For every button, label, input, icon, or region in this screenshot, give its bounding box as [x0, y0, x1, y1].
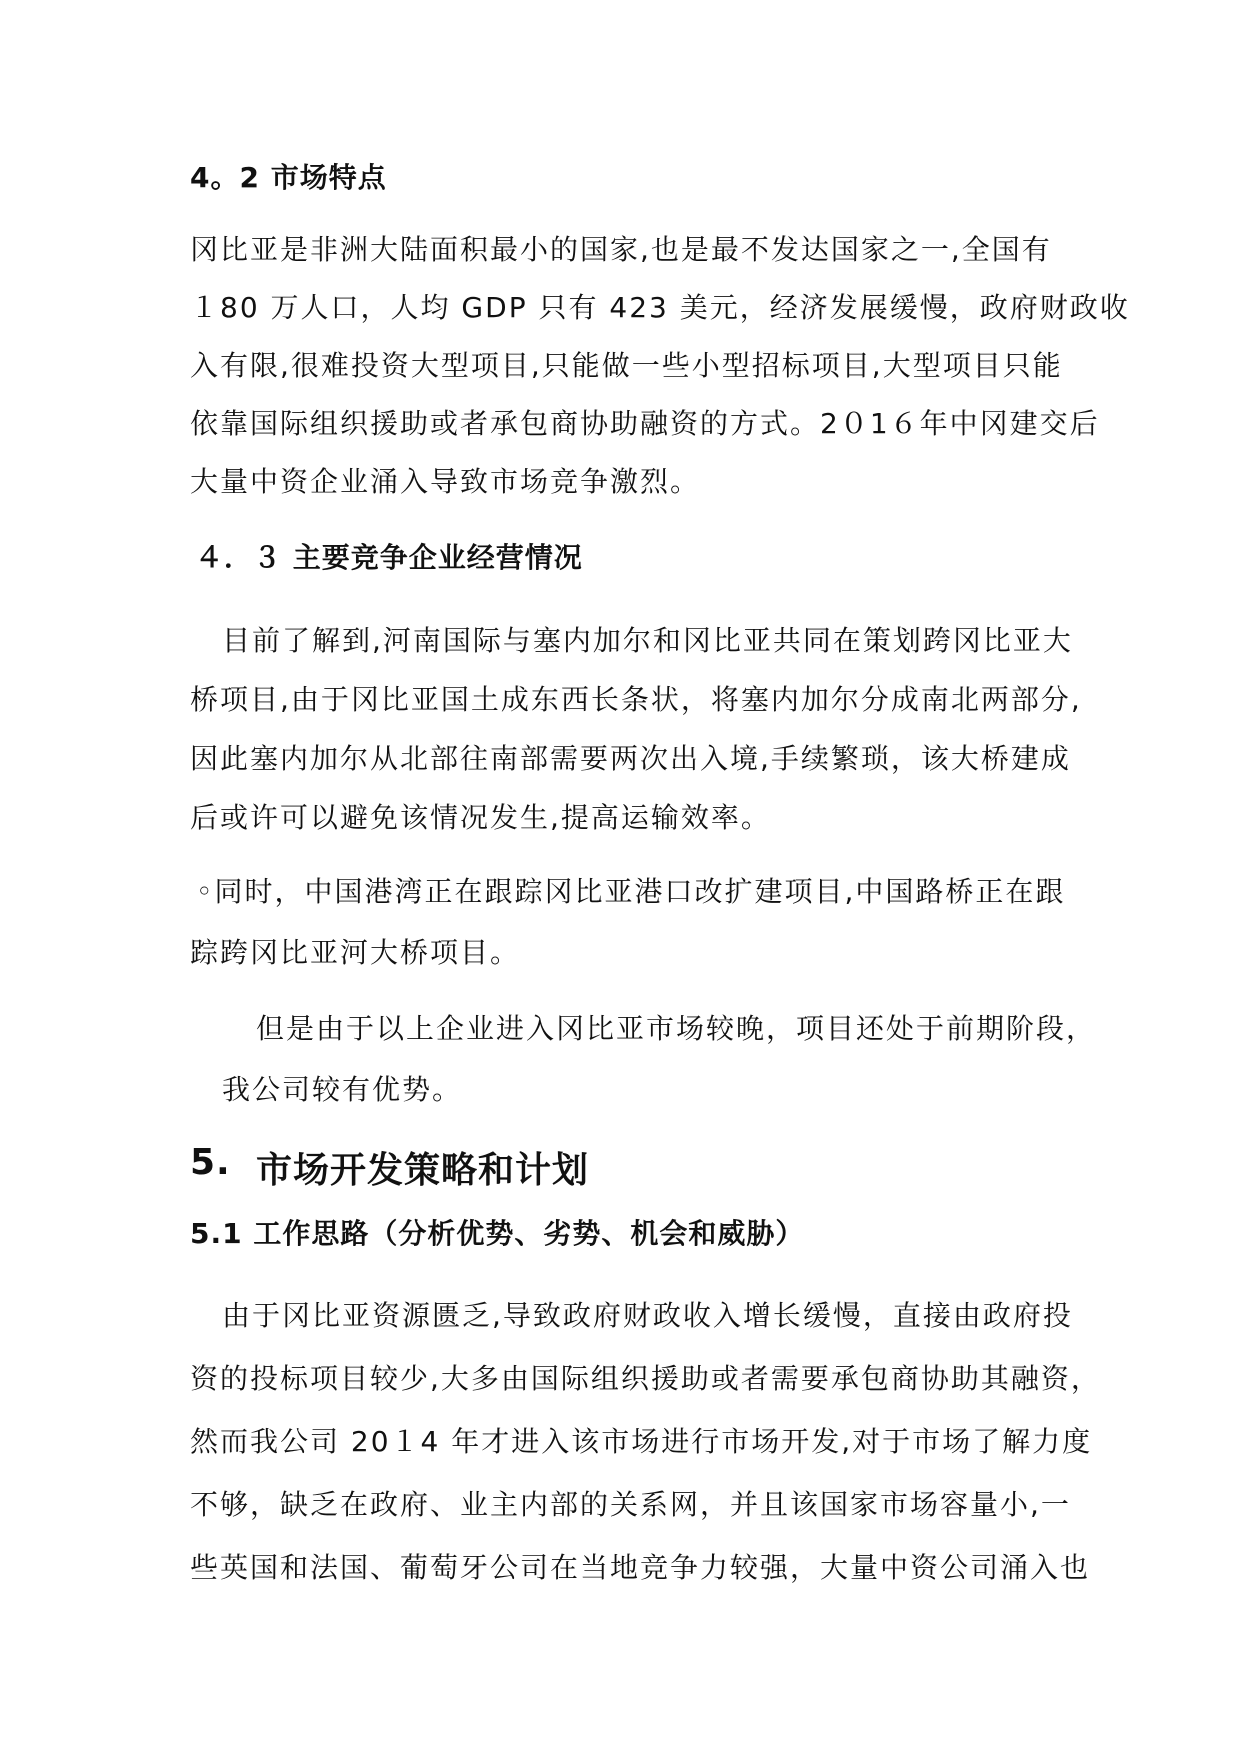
- paragraph-line: 因此塞内加尔从北部往南部需要两次出入境,手续繁琐，该大桥建成: [190, 742, 1071, 775]
- paragraph-line: 由于冈比亚资源匮乏,导致政府财政收入增长缓慢，直接由政府投: [222, 1299, 1073, 1332]
- paragraph-line: 然而我公司 20１4 年才进入该市场进行市场开发,对于市场了解力度: [190, 1425, 1093, 1458]
- paragraph-line: 后或许可以避免该情况发生,提高运输效率。: [190, 801, 771, 834]
- section-heading-4-2: 4。2 市场特点: [190, 161, 387, 194]
- paragraph-line: 桥项目,由于冈比亚国土成东西长条状，将塞内加尔分成南北两部分,: [190, 683, 1082, 716]
- paragraph-line: 些英国和法国、葡萄牙公司在当地竞争力较强，大量中资公司涌入也: [190, 1551, 1091, 1584]
- section-heading-5-1: 5.1 工作思路（分析优势、劣势、机会和威胁）: [190, 1217, 805, 1250]
- paragraph-line: 踪跨冈比亚河大桥项目。: [190, 936, 521, 969]
- paragraph-line: 但是由于以上企业进入冈比亚市场较晚，项目还处于前期阶段，: [256, 1012, 1097, 1045]
- paragraph-line: １80 万人口，人均 GDP 只有 423 美元，经济发展缓慢，政府财政收: [190, 291, 1130, 324]
- paragraph-line: 我公司较有优势。: [222, 1073, 463, 1106]
- paragraph-line: ◦同时，中国港湾正在跟踪冈比亚港口改扩建项目,中国路桥正在跟: [196, 875, 1066, 908]
- paragraph-line: 资的投标项目较少,大多由国际组织援助或者需要承包商协助其融资，: [190, 1362, 1101, 1395]
- paragraph-line: 入有限,很难投资大型项目,只能做一些小型招标项目,大型项目只能: [190, 349, 1063, 382]
- chapter-heading-5: 市场开发策略和计划: [256, 1150, 590, 1191]
- paragraph-line: 目前了解到,河南国际与塞内加尔和冈比亚共同在策划跨冈比亚大: [222, 624, 1073, 657]
- section-heading-4-3: ４．３ 主要竞争企业经营情况: [195, 541, 583, 574]
- paragraph-line: 不够，缺乏在政府、业主内部的关系网，并且该国家市场容量小,一: [190, 1488, 1071, 1521]
- paragraph-line: 大量中资企业涌入导致市场竞争激烈。: [190, 465, 701, 498]
- paragraph-line: 依靠国际组织援助或者承包商协助融资的方式。2０1６年中冈建交后: [190, 407, 1100, 440]
- paragraph-line: 冈比亚是非洲大陆面积最小的国家,也是最不发达国家之一,全国有: [190, 233, 1052, 266]
- chapter-number-5: 5.: [190, 1142, 231, 1183]
